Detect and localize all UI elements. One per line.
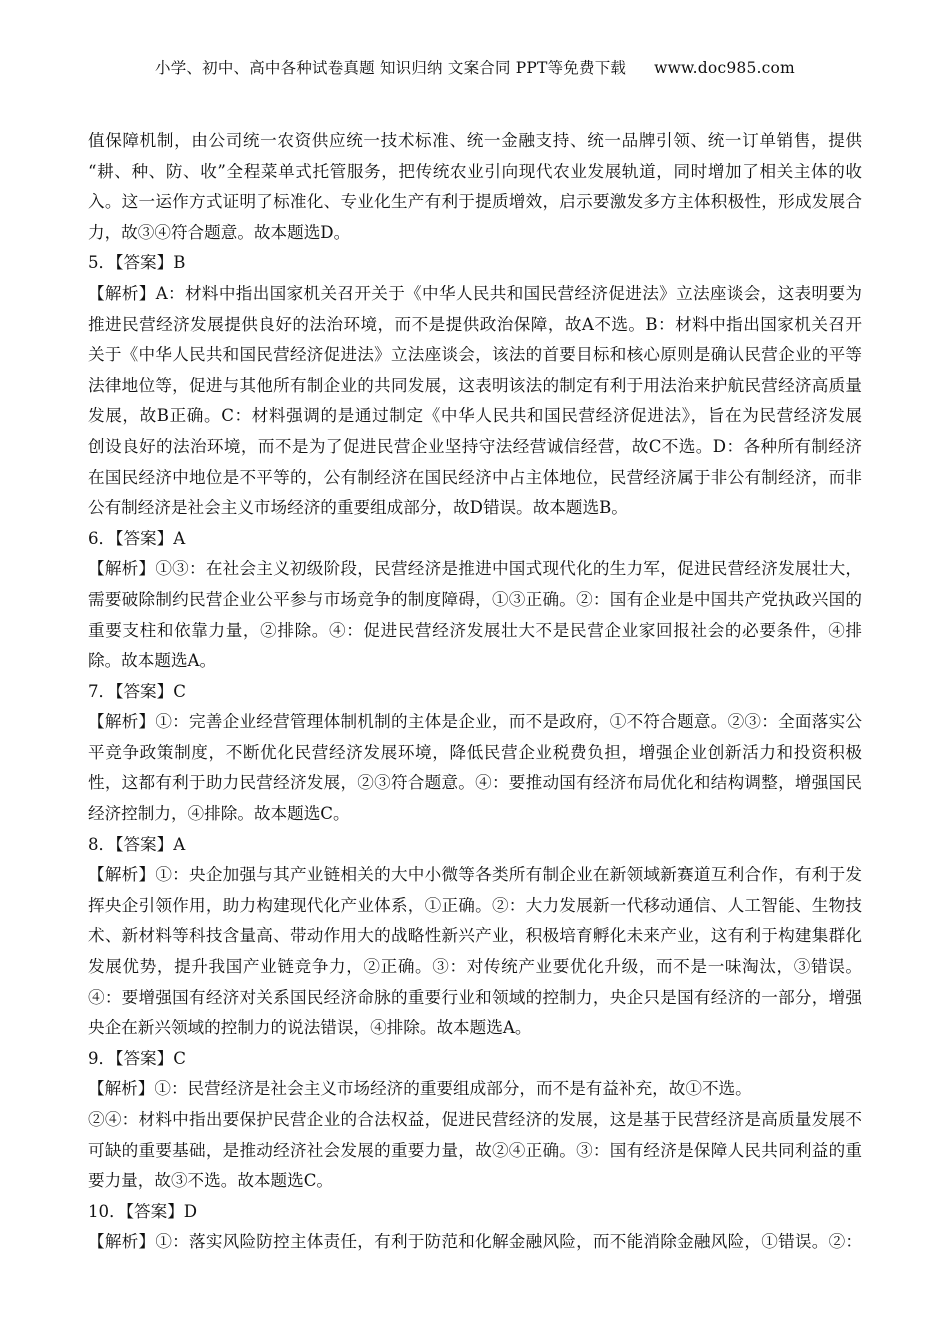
text-line: 力，故③④符合题意。故本题选D。 <box>88 222 351 242</box>
text-line: 需要破除制约民营企业公平参与市场竞争的制度障碍，①③正确。②：国有企业是中国共产党执政兴国的 <box>88 589 862 609</box>
text-line: 央企在新兴领域的控制力的说法错误，④排除。故本题选A。 <box>88 1018 532 1038</box>
page-header <box>0 56 950 78</box>
text-line: 创设良好的法治环境，而不是为了促进民营企业坚持守法经营诚信经营，故C不选。D：各种所有制经济 <box>88 436 862 456</box>
text-line: 关于《中华人民共和国民营经济促进法》立法座谈会，该法的首要目标和核心原则是确认民营企业的平等 <box>88 345 862 365</box>
text-line: 10．【答案】D <box>88 1201 198 1221</box>
text-line: 发展，故B正确。C：材料强调的是通过制定《中华人民共和国民营经济促进法》，旨在为民营经济发展 <box>88 406 862 426</box>
text-line: 6．【答案】A <box>88 528 186 548</box>
text-line: 性，这都有利于助力民营经济发展，②③符合题意。④：要推动国有经济布局优化和结构调整，增强国民 <box>88 773 862 793</box>
text-line: 经济控制力，④排除。故本题选C。 <box>88 804 350 824</box>
text-line: 术、新材料等科技含量高、带动作用大的战略性新兴产业，积极培育孵化未来产业，这有利于构建集群化 <box>88 926 862 946</box>
text-line: ④：要增强国有经济对关系国民经济命脉的重要行业和领域的控制力，央企只是国有经济的一部分，增强 <box>88 987 862 1007</box>
text-line: 要力量，故③不选。故本题选C。 <box>88 1171 334 1191</box>
text-line: 【解析】①③：在社会主义初级阶段，民营经济是推进中国式现代化的生力军，促进民营经济发展壮大， <box>88 559 862 579</box>
text-line: 重要支柱和依靠力量，②排除。④：促进民营经济发展壮大不是民营企业家回报社会的必要条件，④排 <box>88 620 862 640</box>
text-line: 值保障机制，由公司统一农资供应统一技术标准、统一金融支持、统一品牌引领、统一订单销售，提供 <box>88 131 862 150</box>
header-title: 小学、初中、高中各种试卷真题 知识归纳 文案合同 PPT等免费下载 <box>155 59 627 77</box>
text-line: 7．【答案】C <box>88 681 186 701</box>
text-line: 【解析】①：完善企业经营管理体制机制的主体是企业，而不是政府，①不符合题意。②③：全面落实公 <box>88 712 862 732</box>
text-line: 5．【答案】B <box>88 253 186 273</box>
text-line: 【解析】①：落实风险防控主体责任，有利于防范和化解金融风险，而不能消除金融风险，①错误。②： <box>88 1232 862 1252</box>
text-line: 【解析】A：材料中指出国家机关召开关于《中华人民共和国民营经济促进法》立法座谈会，这表明要为 <box>88 283 862 303</box>
text-line: 在国民经济中地位是不平等的，公有制经济在国民经济中占主体地位，民营经济属于非公有制经济，而非 <box>88 467 862 487</box>
text-line: 平竞争政策制度，不断优化民营经济发展环境，降低民营企业税费负担，增强企业创新活力和投资积极 <box>88 742 862 762</box>
text-line: 法律地位等，促进与其他所有制企业的共同发展，这表明该法的制定有利于用法治来护航民营经济高质量 <box>88 375 862 395</box>
text-line: 【解析】①：民营经济是社会主义市场经济的重要组成部分，而不是有益补充，故①不选。 <box>88 1079 752 1099</box>
text-line: 挥央企引领作用，助力构建现代化产业体系，①正确。②：大力发展新一代移动通信、人工智能、生物技 <box>88 895 862 915</box>
header-site-link[interactable]: www.doc985.com <box>654 59 795 77</box>
text-line: “耕、种、防、收”全程菜单式托管服务，把传统农业引向现代农业发展轨道，同时增加了相关主体的收 <box>88 161 862 181</box>
text-line: 入。这一运作方式证明了标准化、专业化生产有利于提质增效，启示要激发多方主体积极性，形成发展合 <box>88 192 862 212</box>
text-line: 发展优势，提升我国产业链竞争力，②正确。③：对传统产业要优化升级，而不是一味淘汰，③错误。 <box>88 957 862 977</box>
text-line: 可缺的重要基础，是推动经济社会发展的重要力量，故②④正确。③：国有经济是保障人民共同利益的重 <box>88 1140 862 1160</box>
text-line: 9．【答案】C <box>88 1048 186 1068</box>
text-line: ②④：材料中指出要保护民营企业的合法权益，促进民营经济的发展，这是基于民营经济是高质量发展不 <box>88 1110 862 1129</box>
text-line: 公有制经济是社会主义市场经济的重要组成部分，故D错误。故本题选B。 <box>88 498 628 518</box>
text-line: 推进民营经济发展提供良好的法治环境，而不是提供政治保障，故A不选。B：材料中指出国家机关召开 <box>88 314 862 334</box>
text-line: 除。故本题选A。 <box>88 651 217 671</box>
document-body <box>88 126 862 1258</box>
text-line: 8．【答案】A <box>88 834 186 854</box>
text-line: 【解析】①：央企加强与其产业链相关的大中小微等各类所有制企业在新领域新赛道互利合作，有利于发 <box>88 865 862 885</box>
